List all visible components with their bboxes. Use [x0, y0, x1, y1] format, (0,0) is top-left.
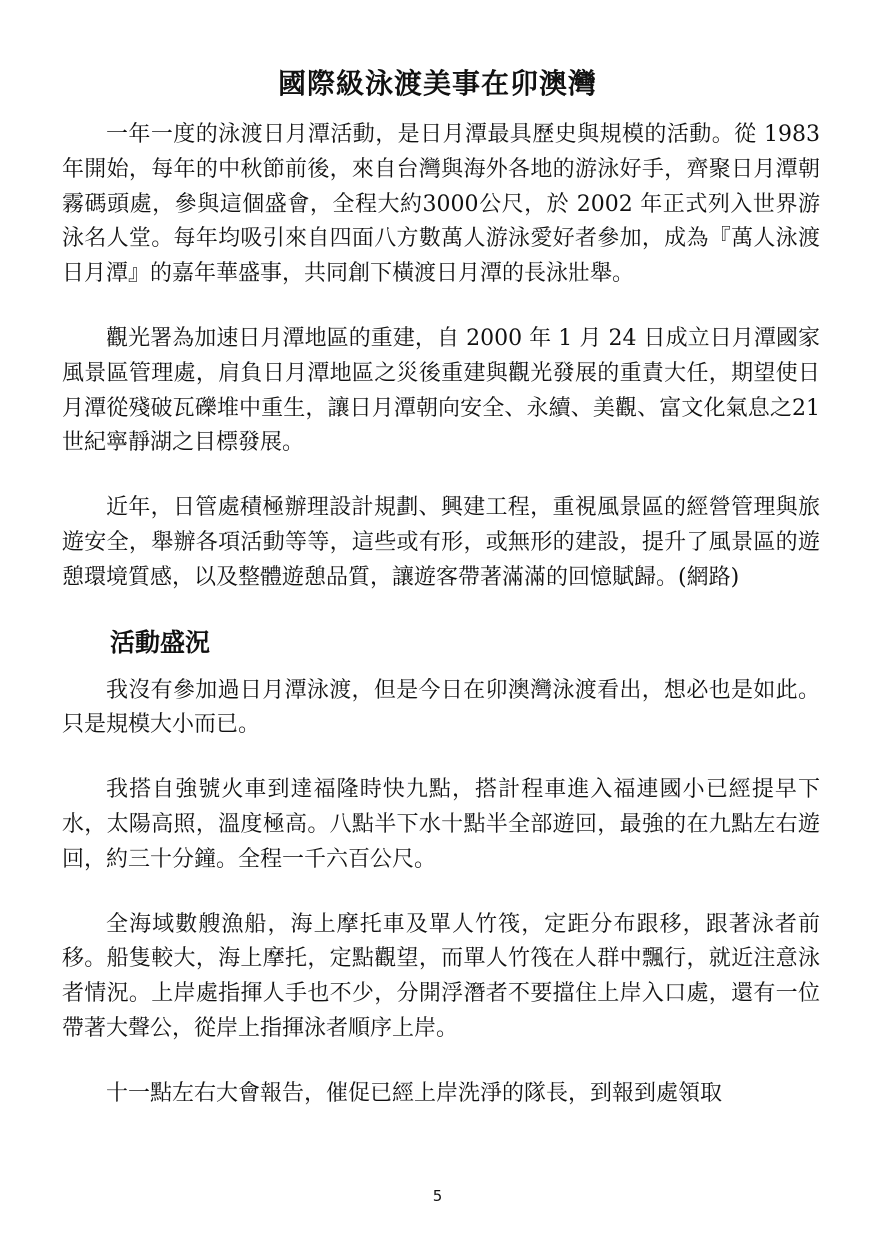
paragraph-arrival: 我搭自強號火車到達福隆時快九點，搭計程車進入福連國小已經提早下水，太陽高照，溫度極高。八點半下水十點半全部遊回，最強的在九點左右遊回，約三十分鐘。全程一千六百公尺。 [62, 777, 820, 872]
document-body [62, 118, 820, 1142]
paragraph-sun-moon-lake-swim: 一年一度的泳渡日月潭活動，是日月潭最具歷史與規模的活動。從 1983 年開始，每年的中秋節前後，來自台灣與海外各地的游泳好手，齊聚日月潭朝霧碼頭處，參與這個盛會，全程大約3000公尺，於 2002 年正式列入世界游泳名人堂。每年均吸引來自四面八方數萬人游泳愛好者參加，成為『萬人泳渡日月潭』的嘉年華盛事，共同創下橫渡日月潭的長泳壯舉。 [62, 122, 820, 287]
page-title: 國際級泳渡美事在卯澳灣 [277, 67, 597, 100]
paragraph-event-observation: 我沒有參加過日月潭泳渡，但是今日在卯澳灣泳渡看出，想必也是如此。只是規模大小而已。 [62, 677, 820, 738]
page-number: 5 [432, 1187, 443, 1205]
section-heading: 活動盛況 [110, 627, 211, 657]
paragraph-announcement: 十一點左右大會報告，催促已經上岸洗淨的隊長，到報到處領取 [106, 1080, 723, 1106]
paragraph-scenic-area-management: 近年，日管處積極辦理設計規劃、興建工程，重視風景區的經營管理與旅遊安全，舉辦各項活動等等，這些或有形，或無形的建設，提升了風景區的遊憩環境質感，以及整體遊憩品質，讓遊客帶著滿滿的回憶賦歸。(網路) [62, 495, 820, 590]
paragraph-safety-boats: 全海域數艘漁船，海上摩托車及單人竹筏，定距分布跟移，跟著泳者前移。船隻較大，海上摩托，定點觀望，而單人竹筏在人群中飄行，就近注意泳者情況。上岸處指揮人手也不少，分開浮潛者不要擋住上岸入口處，還有一位帶著大聲公，從岸上指揮泳者順序上岸。 [62, 911, 820, 1041]
paragraph-tourism-administration: 觀光署為加速日月潭地區的重建，自 2000 年 1 月 24 日成立日月潭國家風景區管理處，肩負日月潭地區之災後重建與觀光發展的重責大任，期望使日月潭從殘破瓦礫堆中重生，讓日月潭朝向安全、永續、美觀、富文化氣息之21世紀寧靜湖之目標發展。 [62, 325, 820, 456]
